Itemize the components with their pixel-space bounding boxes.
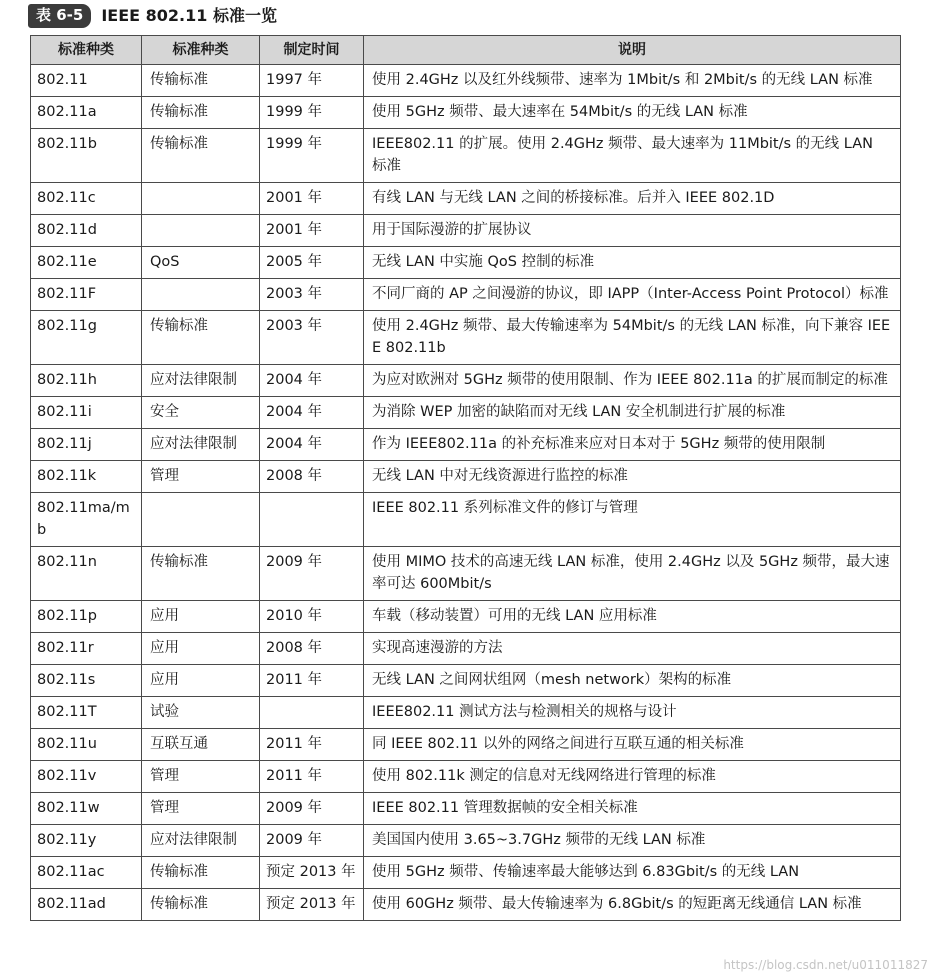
description-cell: 作为 IEEE802.11a 的补充标准来应对日本对于 5GHz 频带的使用限制 [364,429,901,461]
standard-cell: 802.11k [31,461,142,493]
category-cell [142,493,260,547]
description-cell: IEEE802.11 的扩展。使用 2.4GHz 频带、最大速率为 11Mbit/s 的无线 LAN 标准 [364,129,901,183]
standard-cell: 802.11b [31,129,142,183]
table-row [31,493,901,547]
year-cell: 2011 年 [260,761,364,793]
year-cell: 2001 年 [260,215,364,247]
description-cell: 无线 LAN 中对无线资源进行监控的标准 [364,461,901,493]
column-header-description: 说明 [364,36,901,65]
table-header-row [31,36,901,65]
year-cell: 2009 年 [260,825,364,857]
table-row [31,729,901,761]
description-cell: 为应对欧洲对 5GHz 频带的使用限制、作为 IEEE 802.11a 的扩展而制定的标准 [364,365,901,397]
description-cell: 使用 5GHz 频带、最大速率在 54Mbit/s 的无线 LAN 标准 [364,97,901,129]
standard-cell: 802.11w [31,793,142,825]
year-cell: 1997 年 [260,65,364,97]
standard-cell: 802.11i [31,397,142,429]
table-title: IEEE 802.11 标准一览 [101,6,277,25]
year-cell: 2011 年 [260,729,364,761]
year-cell: 预定 2013 年 [260,857,364,889]
table-row [31,279,901,311]
table-row [31,761,901,793]
category-cell: 管理 [142,793,260,825]
table-row [31,665,901,697]
description-cell: 用于国际漫游的扩展协议 [364,215,901,247]
year-cell: 1999 年 [260,97,364,129]
table-row [31,183,901,215]
table-row [31,97,901,129]
year-cell: 2009 年 [260,547,364,601]
table-row [31,547,901,601]
category-cell: 试验 [142,697,260,729]
standard-cell: 802.11v [31,761,142,793]
year-cell: 2001 年 [260,183,364,215]
standard-cell: 802.11r [31,633,142,665]
year-cell: 预定 2013 年 [260,889,364,921]
table-row [31,793,901,825]
standard-cell: 802.11d [31,215,142,247]
table-row [31,857,901,889]
category-cell: 传输标准 [142,311,260,365]
category-cell [142,215,260,247]
year-cell: 2005 年 [260,247,364,279]
description-cell: 使用 2.4GHz 频带、最大传输速率为 54Mbit/s 的无线 LAN 标准，向下兼容 IEEE 802.11b [364,311,901,365]
year-cell: 2008 年 [260,461,364,493]
standard-cell: 802.11g [31,311,142,365]
table-row [31,889,901,921]
category-cell: 应对法律限制 [142,365,260,397]
category-cell: QoS [142,247,260,279]
standard-cell: 802.11h [31,365,142,397]
standard-cell: 802.11j [31,429,142,461]
description-cell: 使用 2.4GHz 以及红外线频带、速率为 1Mbit/s 和 2Mbit/s 的无线 LAN 标准 [364,65,901,97]
category-cell: 应对法律限制 [142,825,260,857]
standard-cell: 802.11p [31,601,142,633]
description-cell: 实现高速漫游的方法 [364,633,901,665]
standard-cell: 802.11F [31,279,142,311]
column-header-year: 制定时间 [260,36,364,65]
year-cell: 2004 年 [260,365,364,397]
table-caption [28,3,277,29]
category-cell: 管理 [142,761,260,793]
description-cell: 美国国内使用 3.65~3.7GHz 频带的无线 LAN 标准 [364,825,901,857]
table-row [31,633,901,665]
description-cell: IEEE802.11 测试方法与检测相关的规格与设计 [364,697,901,729]
category-cell: 传输标准 [142,129,260,183]
table-row [31,247,901,279]
category-cell: 应对法律限制 [142,429,260,461]
description-cell: 使用 60GHz 频带、最大传输速率为 6.8Gbit/s 的短距离无线通信 LAN 标准 [364,889,901,921]
column-header-category: 标准种类 [142,36,260,65]
description-cell: 使用 5GHz 频带、传输速率最大能够达到 6.83Gbit/s 的无线 LAN [364,857,901,889]
table-row [31,601,901,633]
description-cell: 无线 LAN 中实施 QoS 控制的标准 [364,247,901,279]
description-cell: 车载（移动装置）可用的无线 LAN 应用标准 [364,601,901,633]
table-row [31,825,901,857]
description-cell: 同 IEEE 802.11 以外的网络之间进行互联互通的相关标准 [364,729,901,761]
description-cell: IEEE 802.11 管理数据帧的安全相关标准 [364,793,901,825]
description-cell: 使用 802.11k 测定的信息对无线网络进行管理的标准 [364,761,901,793]
year-cell: 2003 年 [260,279,364,311]
year-cell: 2011 年 [260,665,364,697]
category-cell: 传输标准 [142,97,260,129]
category-cell: 传输标准 [142,889,260,921]
category-cell: 应用 [142,601,260,633]
year-cell: 2009 年 [260,793,364,825]
description-cell: 不同厂商的 AP 之间漫游的协议，即 IAPP（Inter-Access Point Protocol）标准 [364,279,901,311]
category-cell [142,183,260,215]
category-cell: 安全 [142,397,260,429]
table-number-tag: 表 6-5 [28,4,91,28]
description-cell: 为消除 WEP 加密的缺陷而对无线 LAN 安全机制进行扩展的标准 [364,397,901,429]
standard-cell: 802.11y [31,825,142,857]
year-cell: 1999 年 [260,129,364,183]
ieee-standards-table [30,35,901,921]
description-cell: 有线 LAN 与无线 LAN 之间的桥接标准。后并入 IEEE 802.1D [364,183,901,215]
column-header-standard: 标准种类 [31,36,142,65]
standard-cell: 802.11u [31,729,142,761]
category-cell: 应用 [142,665,260,697]
standard-cell: 802.11ac [31,857,142,889]
table-row [31,215,901,247]
table-row [31,697,901,729]
standard-cell: 802.11 [31,65,142,97]
category-cell: 互联互通 [142,729,260,761]
year-cell: 2004 年 [260,429,364,461]
description-cell: 使用 MIMO 技术的高速无线 LAN 标准，使用 2.4GHz 以及 5GHz 频带，最大速率可达 600Mbit/s [364,547,901,601]
category-cell: 管理 [142,461,260,493]
category-cell: 传输标准 [142,547,260,601]
table-row [31,397,901,429]
year-cell: 2003 年 [260,311,364,365]
standard-cell: 802.11a [31,97,142,129]
table-row [31,129,901,183]
watermark: https://blog.csdn.net/u011011827 [723,958,928,972]
year-cell: 2004 年 [260,397,364,429]
description-cell: IEEE 802.11 系列标准文件的修订与管理 [364,493,901,547]
year-cell [260,493,364,547]
year-cell [260,697,364,729]
year-cell: 2008 年 [260,633,364,665]
category-cell: 应用 [142,633,260,665]
standard-cell: 802.11c [31,183,142,215]
category-cell [142,279,260,311]
table-row [31,461,901,493]
table-row [31,365,901,397]
standard-cell: 802.11ad [31,889,142,921]
category-cell: 传输标准 [142,857,260,889]
standard-cell: 802.11T [31,697,142,729]
year-cell: 2010 年 [260,601,364,633]
table-row [31,429,901,461]
table-row [31,311,901,365]
standard-cell: 802.11n [31,547,142,601]
standard-cell: 802.11e [31,247,142,279]
standard-cell: 802.11ma/mb [31,493,142,547]
standard-cell: 802.11s [31,665,142,697]
category-cell: 传输标准 [142,65,260,97]
table-body [31,65,901,921]
table-row [31,65,901,97]
description-cell: 无线 LAN 之间网状组网（mesh network）架构的标准 [364,665,901,697]
